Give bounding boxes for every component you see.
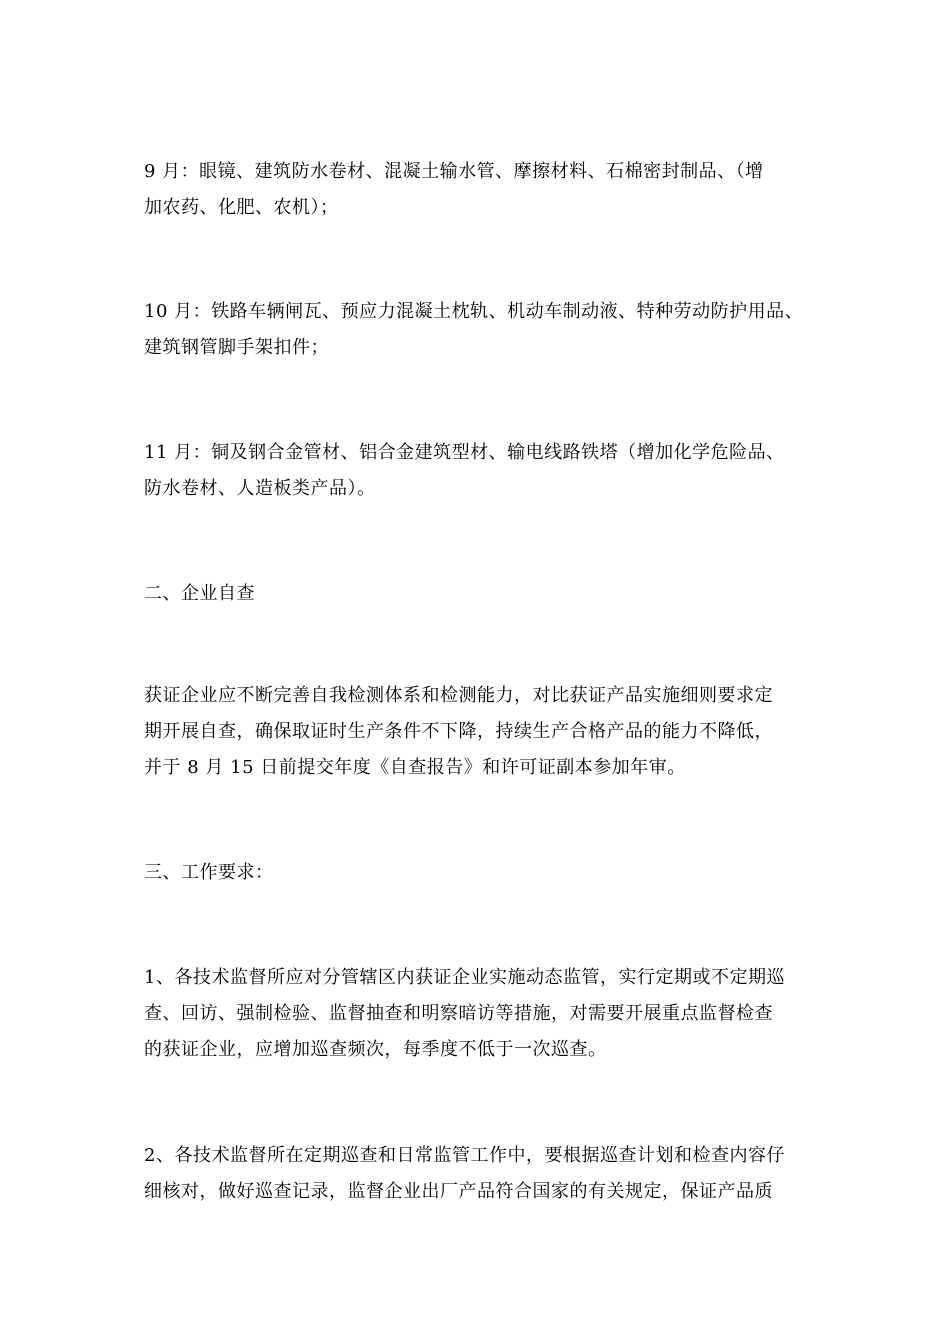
heading-text: 三、工作要求：: [144, 862, 274, 883]
text-line: 防水卷材、人造板类产品）。: [144, 478, 376, 499]
text-line: 加农药、化肥、农机）；: [144, 197, 339, 218]
section-heading-self-check: [144, 576, 808, 612]
text-line: 10 月：铁路车辆闸瓦、预应力混凝土枕轨、机动车制动液、特种劳动防护用品、: [144, 301, 804, 322]
text-line: 细核对，做好巡查记录，监督企业出厂产品符合国家的有关规定，保证产品质: [144, 1181, 773, 1202]
text-line: 期开展自查，确保取证时生产条件不下降，持续生产合格产品的能力不降低，: [144, 721, 773, 742]
text-line: 并于 8 月 15 日前提交年度《自查报告》和许可证副本参加年审。: [144, 757, 686, 778]
heading-text: 二、企业自查: [144, 583, 255, 604]
paragraph-month-9: [144, 154, 808, 226]
section-heading-requirements: [144, 855, 808, 891]
text-line: 获证企业应不断完善自我检测体系和检测能力，对比获证产品实施细则要求定: [144, 685, 773, 706]
text-line: 的获证企业，应增加巡查频次，每季度不低于一次巡查。: [144, 1039, 607, 1060]
text-line: 9 月：眼镜、建筑防水卷材、混凝土输水管、摩擦材料、石棉密封制品、（增: [144, 161, 764, 182]
paragraph-requirement-1: [144, 960, 808, 1068]
paragraph-self-check: [144, 678, 808, 786]
text-line: 2、各技术监督所在定期巡查和日常监管工作中，要根据巡查计划和检查内容仔: [144, 1145, 785, 1166]
text-line: 建筑钢管脚手架扣件；: [144, 337, 329, 358]
paragraph-requirement-2: [144, 1138, 808, 1210]
text-line: 查、回访、强制检验、监督抽查和明察暗访等措施，对需要开展重点监督检查: [144, 1003, 773, 1024]
paragraph-month-10: [144, 294, 808, 366]
text-line: 1、各技术监督所应对分管辖区内获证企业实施动态监管，实行定期或不定期巡: [144, 967, 785, 988]
text-line: 11 月：铜及钢合金管材、铝合金建筑型材、输电线路铁塔（增加化学危险品、: [144, 442, 785, 463]
paragraph-month-11: [144, 435, 808, 507]
